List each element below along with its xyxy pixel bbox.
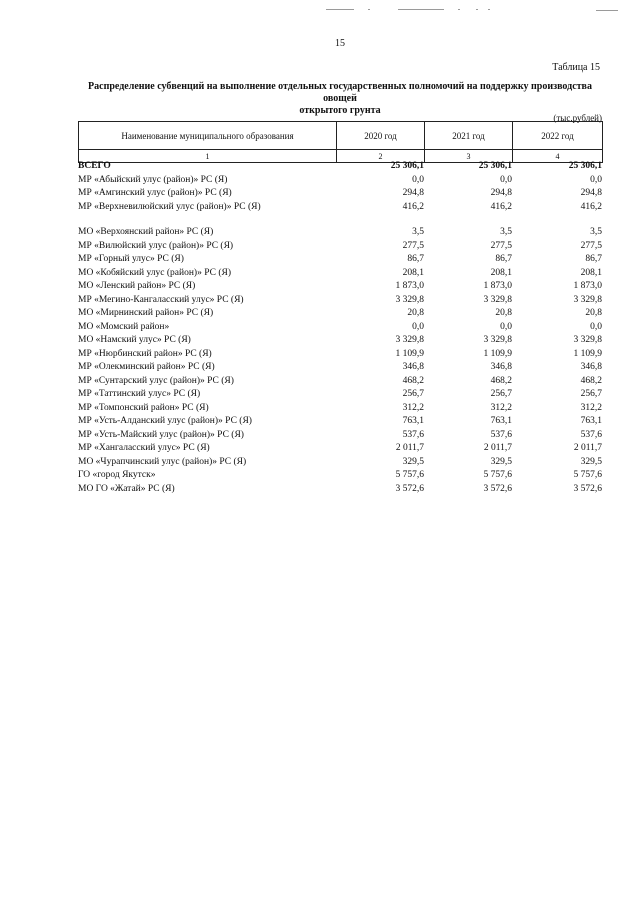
value-2020: 2 011,7 [395,443,424,453]
value-2020: 468,2 [402,375,424,386]
value-2020: 256,7 [402,389,424,399]
table-row [78,201,602,215]
table-header [78,121,603,163]
value-2020: 86,7 [407,254,424,264]
column-header-2021: 2021 год [425,122,513,150]
value-2020: 329,5 [402,456,424,467]
column-header-name: Наименование муниципального образования [79,122,337,150]
value-2022: 277,5 [580,240,602,251]
value-2021: 2 011,7 [483,443,512,453]
table-label: Таблица 15 [552,62,600,73]
value-2020: 537,6 [402,429,424,440]
value-2021: 329,5 [490,456,512,467]
value-2020: 1 873,0 [395,281,424,291]
value-2020: 294,8 [402,188,424,198]
value-2021: 20,8 [495,308,512,318]
value-2021: 0,0 [500,321,512,332]
table-row [78,280,602,294]
table-row [78,226,602,240]
municipality-name: МО «Момский район» [78,321,170,332]
value-2020: 20,8 [407,308,424,318]
value-2021: 3 572,6 [483,483,512,494]
total-label: ВСЕГО [78,161,111,171]
municipality-name: МР «Усть-Алданский улус (район)» РС (Я) [78,416,252,426]
value-2020: 277,5 [402,240,424,251]
value-2022: 312,2 [580,402,602,413]
table-row [78,348,602,362]
value-2020: 0,0 [412,321,424,332]
value-2022: 5 757,6 [573,470,602,480]
value-2022: 537,6 [580,429,602,440]
value-2022: 1 109,9 [573,348,602,359]
municipality-name: МР «Хангаласский улус» РС (Я) [78,443,210,453]
table-row [78,483,602,497]
table-row [78,307,602,321]
municipality-name: МР «Усть-Майский улус (район)» РС (Я) [78,429,244,440]
table-row [78,469,602,483]
table-row [78,267,602,281]
table-row [78,415,602,429]
total-row [78,160,602,174]
table-row [78,334,602,348]
value-2021: 1 109,9 [483,348,512,359]
value-2020: 3 329,8 [395,335,424,345]
value-2021: 537,6 [490,429,512,440]
value-2022: 25 306,1 [568,161,602,171]
municipality-name: ГО «город Якутск» [78,470,156,480]
value-2021: 3 329,8 [483,335,512,345]
value-2021: 25 306,1 [478,161,512,171]
municipality-name: МР «Томпонский район» РС (Я) [78,402,209,413]
table-row [78,240,602,254]
column-header-2022: 2022 год [513,122,603,150]
table-row [78,402,602,416]
table-row [78,375,602,389]
column-number: 1 [79,150,337,163]
table-row [78,294,602,308]
value-2022: 3 572,6 [573,483,602,494]
column-number: 2 [337,150,425,163]
value-2021: 3 329,8 [483,294,512,305]
value-2022: 346,8 [580,362,602,372]
municipality-name: МО «Мирнинский район» РС (Я) [78,308,214,318]
title-line-2: открытого грунта [299,105,381,116]
value-2021: 312,2 [490,402,512,413]
scan-artifact-top [326,9,516,11]
column-number: 4 [513,150,603,163]
value-2020: 3 329,8 [395,294,424,305]
scan-artifact-right [596,10,618,11]
value-2020: 3,5 [412,227,424,237]
table-row [78,187,602,201]
value-2022: 2 011,7 [573,443,602,453]
municipality-name: МО «Верхоянский район» РС (Я) [78,227,214,237]
municipality-name: МР «Горный улус» РС (Я) [78,254,184,264]
value-2022: 763,1 [580,416,602,426]
municipality-name: МО ГО «Жатай» РС (Я) [78,483,175,494]
value-2021: 256,7 [490,389,512,399]
value-2022: 294,8 [580,188,602,198]
column-header-2020: 2020 год [337,122,425,150]
table-row [78,174,602,188]
value-2022: 3 329,8 [573,335,602,345]
table-row [78,361,602,375]
value-2022: 416,2 [580,201,602,212]
column-number: 3 [425,150,513,163]
municipality-name: МР «Таттинский улус» РС (Я) [78,389,201,399]
value-2021: 294,8 [490,188,512,198]
value-2020: 312,2 [402,402,424,413]
value-2022: 1 873,0 [573,281,602,291]
municipality-name: МР «Вилюйский улус (район)» РС (Я) [78,240,234,251]
value-2020: 208,1 [402,267,424,278]
value-2022: 3 329,8 [573,294,602,305]
table-row [78,253,602,267]
value-2021: 468,2 [490,375,512,386]
municipality-name: МР «Нюрбинский район» РС (Я) [78,348,212,359]
table-row [78,388,602,402]
table-row [78,456,602,470]
value-2021: 208,1 [490,267,512,278]
title-line-1: Распределение субвенций на выполнение отдельных государственных полномочий на поддержку производства овощей [88,81,592,104]
value-2020: 763,1 [402,416,424,426]
municipality-name: МР «Сунтарский улус (район)» РС (Я) [78,375,234,386]
table-row [78,321,602,335]
value-2020: 0,0 [412,174,424,185]
value-2020: 5 757,6 [395,470,424,480]
municipality-name: МР «Абыйский улус (район)» РС (Я) [78,174,228,185]
value-2020: 346,8 [402,362,424,372]
value-2022: 86,7 [585,254,602,264]
value-2021: 416,2 [490,201,512,212]
value-2021: 346,8 [490,362,512,372]
value-2022: 208,1 [580,267,602,278]
municipality-name: МО «Ленский район» РС (Я) [78,281,196,291]
municipality-name: МР «Амгинский улус (район)» РС (Я) [78,188,232,198]
value-2021: 0,0 [500,174,512,185]
value-2022: 0,0 [590,321,602,332]
value-2022: 468,2 [580,375,602,386]
table-row [78,429,602,443]
value-2020: 416,2 [402,201,424,212]
value-2022: 0,0 [590,174,602,185]
value-2020: 3 572,6 [395,483,424,494]
value-2022: 329,5 [580,456,602,467]
units-label: (тыс.рублей) [553,113,602,123]
table-row [78,442,602,456]
municipality-name: МО «Чурапчинский улус (район)» РС (Я) [78,456,247,467]
table-body [78,160,602,496]
value-2020: 1 109,9 [395,348,424,359]
value-2021: 763,1 [490,416,512,426]
municipality-name: МР «Мегино-Кангаласский улус» РС (Я) [78,294,244,305]
municipality-name: МР «Олекминский район» РС (Я) [78,362,215,372]
value-2021: 1 873,0 [483,281,512,291]
municipality-name: МО «Намский улус» РС (Я) [78,335,191,345]
document-title [78,81,602,117]
value-2022: 20,8 [585,308,602,318]
row-list [78,174,602,497]
value-2022: 256,7 [580,389,602,399]
value-2021: 5 757,6 [483,470,512,480]
page-number: 15 [335,38,345,49]
municipality-name: МР «Верхневилюйский улус (район)» РС (Я) [78,201,261,212]
value-2021: 277,5 [490,240,512,251]
municipality-name: МО «Кобяйский улус (район)» РС (Я) [78,267,231,278]
value-2021: 86,7 [495,254,512,264]
value-2020: 25 306,1 [390,161,424,171]
value-2021: 3,5 [500,227,512,237]
value-2022: 3,5 [590,227,602,237]
